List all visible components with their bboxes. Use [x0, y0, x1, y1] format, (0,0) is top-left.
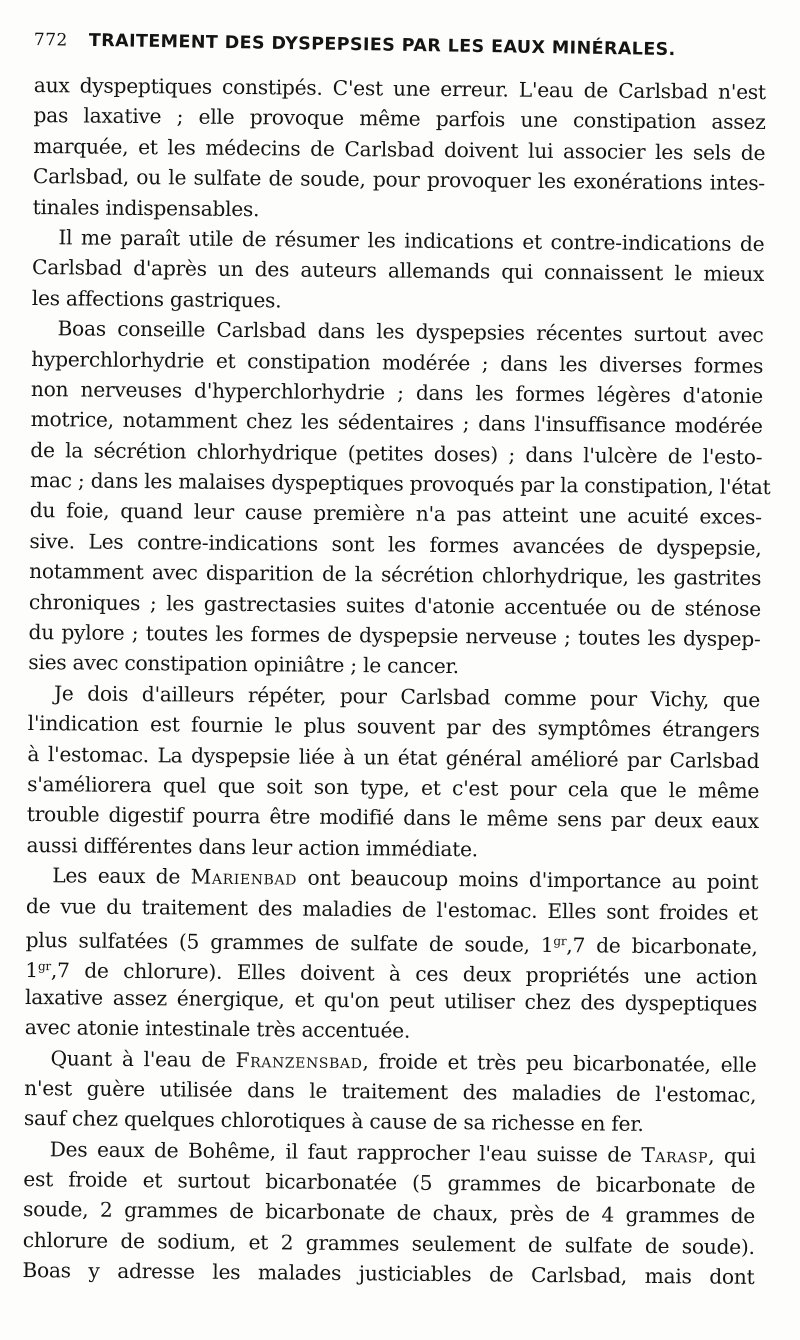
text-line: à l'estomac. La dyspepsie liée à un état général amélioré par Carlsbad — [27, 741, 760, 773]
text-line: avec atonie intestinale très accentuée. — [24, 1015, 411, 1043]
text-line: l'indication est fournie le plus souvent par des symptômes étrangers — [27, 711, 760, 743]
text-line: tinales indispensables. — [32, 194, 260, 221]
text-fragment: ont beaucoup moins d'importance au point — [296, 865, 759, 895]
text-line: du foie, quand leur cause première n'a pas atteint une acuité exces- — [29, 498, 762, 530]
text-line: Carlsbad d'après un des auteurs allemands qui connaissent le mieux — [31, 255, 765, 287]
text-fragment: , qui — [708, 1143, 756, 1168]
text-fragment: Quant à l'eau de — [50, 1045, 236, 1072]
text-line: hyperchlorhydrie et constipation modérée ; dans les diverses formes — [31, 346, 764, 378]
text-line: chlorure de sodium, et 2 grammes seulement de sulfate de soude). — [22, 1227, 755, 1259]
text-line: non nerveuses d'hyperchlorhydrie ; dans les formes légères d'atonie — [30, 376, 764, 408]
text-fragment: Des eaux de Bohême, il faut rapprocher l'eau suisse de — [49, 1136, 642, 1167]
text-line: notamment avec disparition de la sécrétion chlorhydrique, les gastrites — [29, 559, 762, 591]
text-line: soude, 2 grammes de bicarbonate de chaux, près de 4 grammes de — [22, 1197, 756, 1229]
text-line: marquée, et les médecins de Carlsbad doivent lui associer les sels de — [33, 133, 766, 165]
text-line: mac ; dans les malaises dyspeptiques provoqués par la constipation, l'état — [29, 468, 771, 500]
text-line: sauf chez quelques chlorotiques à cause de sa richesse en fer. — [23, 1106, 644, 1137]
text-fragment: 1 — [25, 958, 39, 983]
text-fragment: , froide et très peu bicarbonatée, elle — [362, 1048, 757, 1077]
text-line: Il me paraît utile de résumer les indications et contre-indications de — [58, 225, 765, 256]
text-line: laxative assez énergique, et qu'on peut utiliser chez des dyspeptiques — [24, 984, 758, 1016]
text-fragment: Les eaux de — [52, 863, 191, 889]
text-fragment: ,7 de chlorure). Elles doivent à ces deux propriétés une action — [50, 958, 758, 990]
text-line: motrice, notamment chez les sédentaires ; dans l'insuffisance modérée — [30, 407, 763, 439]
text-line: aussi différentes dans leur action immédiate. — [26, 832, 479, 862]
text-line: pas laxative ; elle provoque même parfois une constipation assez — [33, 103, 766, 135]
text-line: Boas y adresse les malades justiciables de Carlsbad, mais dont — [22, 1258, 755, 1290]
superscript-gr: gr — [553, 933, 567, 949]
place-name-tarasp: Tarasp — [641, 1142, 709, 1168]
text-line: sive. Les contre-indications sont les formes avancées de dyspepsie, — [29, 528, 762, 560]
place-name-marienbad: Marienbad — [190, 864, 298, 890]
text-line: est froide et surtout bicarbonatée (5 grammes de bicarbonate de — [23, 1167, 756, 1199]
text-line: Carlsbad, ou le sulfate de soude, pour provoquer les exonérations intes- — [32, 164, 766, 196]
text-line: n'est guère utilisée dans le traitement des maladies de l'estomac, — [24, 1075, 757, 1107]
text-line: du pylore ; toutes les formes de dyspepsie nerveuse ; toutes les dyspep- — [28, 620, 761, 652]
body-text — [22, 70, 771, 1293]
running-title: TRAITEMENT DES DYSPEPSIES PAR LES EAUX MINÉRALES. — [88, 30, 676, 61]
text-line: Je dois d'ailleurs répéter, pour Carlsbad comme pour Vichy, que — [53, 681, 761, 712]
superscript-gr: gr — [37, 959, 51, 974]
text-fragment: ,7 de bicarbonate, — [566, 933, 758, 959]
text-line: de la sécrétion chlorhydrique (petites doses) ; dans l'ulcère de l'esto- — [30, 437, 763, 469]
page-number: 772 — [33, 30, 68, 51]
text-line: Boas conseille Carlsbad dans les dyspepsies récentes surtout avec — [57, 316, 764, 348]
page-header — [33, 30, 773, 74]
text-line: de vue du traitement des maladies de l'estomac. Elles sont froides et — [25, 893, 759, 925]
text-fragment: plus sulfatées (5 grammes de sulfate de soude, 1 — [25, 927, 554, 957]
text-line: chroniques ; les gastrectasies suites d'atonie accentuée ou de sténose — [28, 589, 761, 621]
text-line: les affections gastriques. — [31, 285, 282, 313]
text-line: trouble digestif pourra être modifié dans le même sens par deux eaux — [26, 802, 759, 834]
place-name-franzensbad: Franzensbad — [235, 1047, 363, 1073]
text-line: s'améliorera quel que soit son type, et c'est pour cela que le même — [27, 771, 760, 803]
text-line: aux dyspeptiques constipés. C'est une erreur. L'eau de Carlsbad n'est — [33, 72, 766, 105]
text-line: sies avec constipation opiniâtre ; le cancer. — [28, 650, 459, 679]
